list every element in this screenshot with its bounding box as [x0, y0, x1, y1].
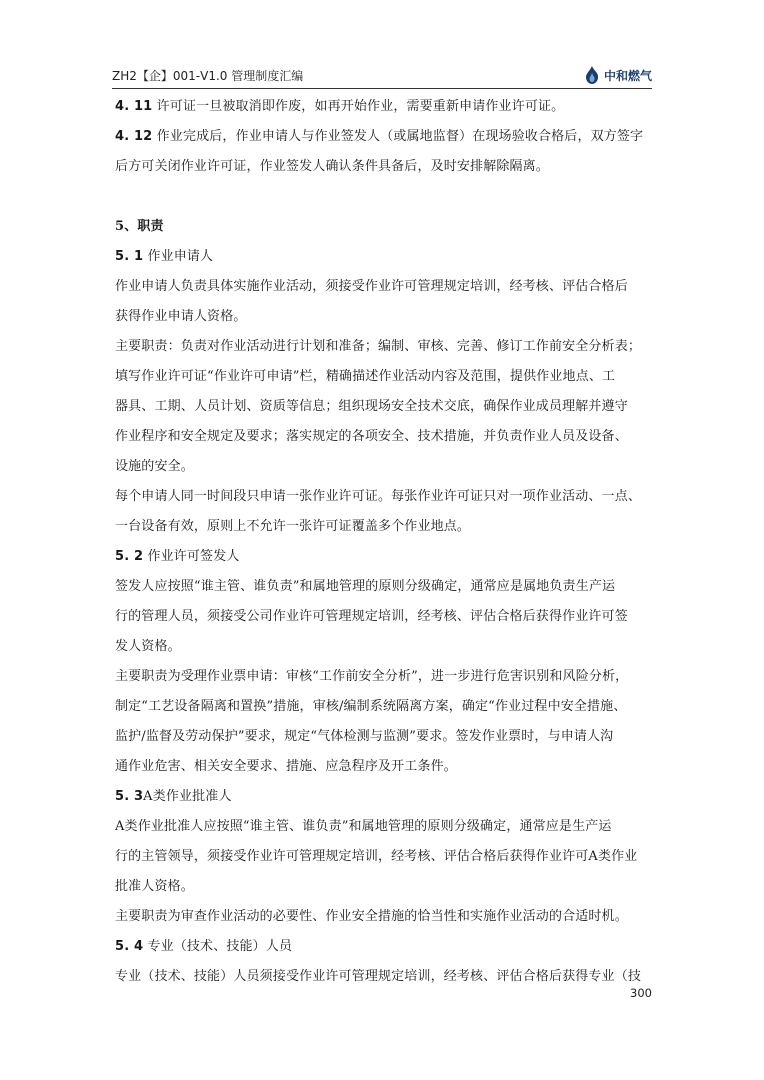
- subsection-heading-5-2: [115, 542, 655, 572]
- paragraph-line: 填写作业许可证“作业许可申请”栏，精确描述作业活动内容及范围，提供作业地点、工: [115, 369, 616, 384]
- subsection-title: 专业（技术、技能）人员: [147, 939, 293, 954]
- paragraph-line: 行的主管领导，须接受作业许可管理规定培训，经考核、评估合格后获得作业许可A类作业: [115, 849, 638, 864]
- clause-text: 许可证一旦被取消即作废，如再开始作业，需要重新申请作业许可证。: [156, 99, 565, 114]
- paragraph-line: 监护/监督及劳动保护”要求，规定“气体检测与监测”要求。签发作业票时，与申请人沟: [115, 729, 614, 744]
- page-number: 300: [630, 986, 652, 1000]
- clause-4-11: [115, 92, 655, 122]
- section-heading-5: 5、职责: [115, 219, 164, 234]
- clause-number: 4. 12: [115, 129, 153, 144]
- paragraph-line: 专业（技术、技能）人员须接受作业许可管理规定培训，经考核、评估合格后获得专业（技: [115, 969, 642, 984]
- paragraph-line: 设施的安全。: [115, 459, 194, 474]
- subsection-number: 5. 1: [115, 249, 144, 264]
- subsection-title: A类作业批准人: [143, 789, 232, 804]
- clause-4-12: [115, 122, 655, 152]
- paragraph-line: 获得作业申请人资格。: [115, 309, 247, 324]
- flame-icon: [583, 65, 601, 85]
- subsection-number: 5. 3: [115, 789, 144, 804]
- paragraph-line: 通作业危害、相关安全要求、措施、应急程序及开工条件。: [115, 759, 457, 774]
- paragraph-line: 器具、工期、人员计划、资质等信息；组织现场安全技术交底，确保作业成员理解并遵守: [115, 399, 628, 414]
- paragraph-line: 批准人资格。: [115, 879, 194, 894]
- subsection-heading-5-3: [115, 782, 655, 812]
- paragraph-line: A类作业批准人应按照“谁主管、谁负责”和属地管理的原则分级确定，通常应是生产运: [115, 819, 612, 834]
- company-logo: [583, 65, 652, 85]
- paragraph-line: 作业申请人负责具体实施作业活动，须接受作业许可管理规定培训，经考核、评估合格后: [115, 279, 628, 294]
- paragraph-line: 签发人应按照“谁主管、谁负责”和属地管理的原则分级确定，通常应是属地负责生产运: [115, 579, 616, 594]
- header-title: ZH2【企】001-V1.0 管理制度汇编: [112, 69, 304, 83]
- logo-text: 中和燃气: [603, 68, 652, 83]
- paragraph-line: 每个申请人同一时间段只申请一张作业许可证。每张作业许可证只对一项作业活动、一点、: [115, 489, 642, 504]
- paragraph-line: 发人资格。: [115, 639, 181, 654]
- subsection-number: 5. 2: [115, 549, 144, 564]
- subsection-heading-5-1: [115, 242, 655, 272]
- paragraph-line: 后方可关闭作业许可证，作业签发人确认条件具备后，及时安排解除隔离。: [115, 159, 549, 174]
- paragraph-line: 行的管理人员，须接受公司作业许可管理规定培训，经考核、评估合格后获得作业许可签: [115, 609, 628, 624]
- subsection-title: 作业申请人: [147, 249, 214, 264]
- paragraph-line: 主要职责：负责对作业活动进行计划和准备；编制、审核、完善、修订工作前安全分析表；: [115, 339, 642, 354]
- subsection-heading-5-4: [115, 932, 655, 962]
- clause-number: 4. 11: [115, 99, 153, 114]
- spacer: [115, 182, 655, 212]
- subsection-number: 5. 4: [115, 939, 144, 954]
- document-body: [115, 92, 655, 992]
- paragraph-line: 作业程序和安全规定及要求；落实规定的各项安全、技术措施，并负责作业人员及设备、: [115, 429, 628, 444]
- paragraph-line: 一台设备有效，原则上不允许一张许可证覆盖多个作业地点。: [115, 519, 471, 534]
- paragraph-line: 主要职责为受理作业票申请：审核“工作前安全分析”，进一步进行危害识别和风险分析，: [115, 669, 629, 684]
- paragraph-line: 制定“工艺设备隔离和置换”措施，审核/编制系统隔离方案，确定“作业过程中安全措施、: [115, 699, 627, 714]
- paragraph-line: 主要职责为审查作业活动的必要性、作业安全措施的恰当性和实施作业活动的合适时机。: [115, 909, 628, 924]
- clause-text: 作业完成后，作业申请人与作业签发人（或属地监督）在现场验收合格后，双方签字: [156, 129, 644, 144]
- page-header: [112, 58, 652, 89]
- subsection-title: 作业许可签发人: [147, 549, 240, 564]
